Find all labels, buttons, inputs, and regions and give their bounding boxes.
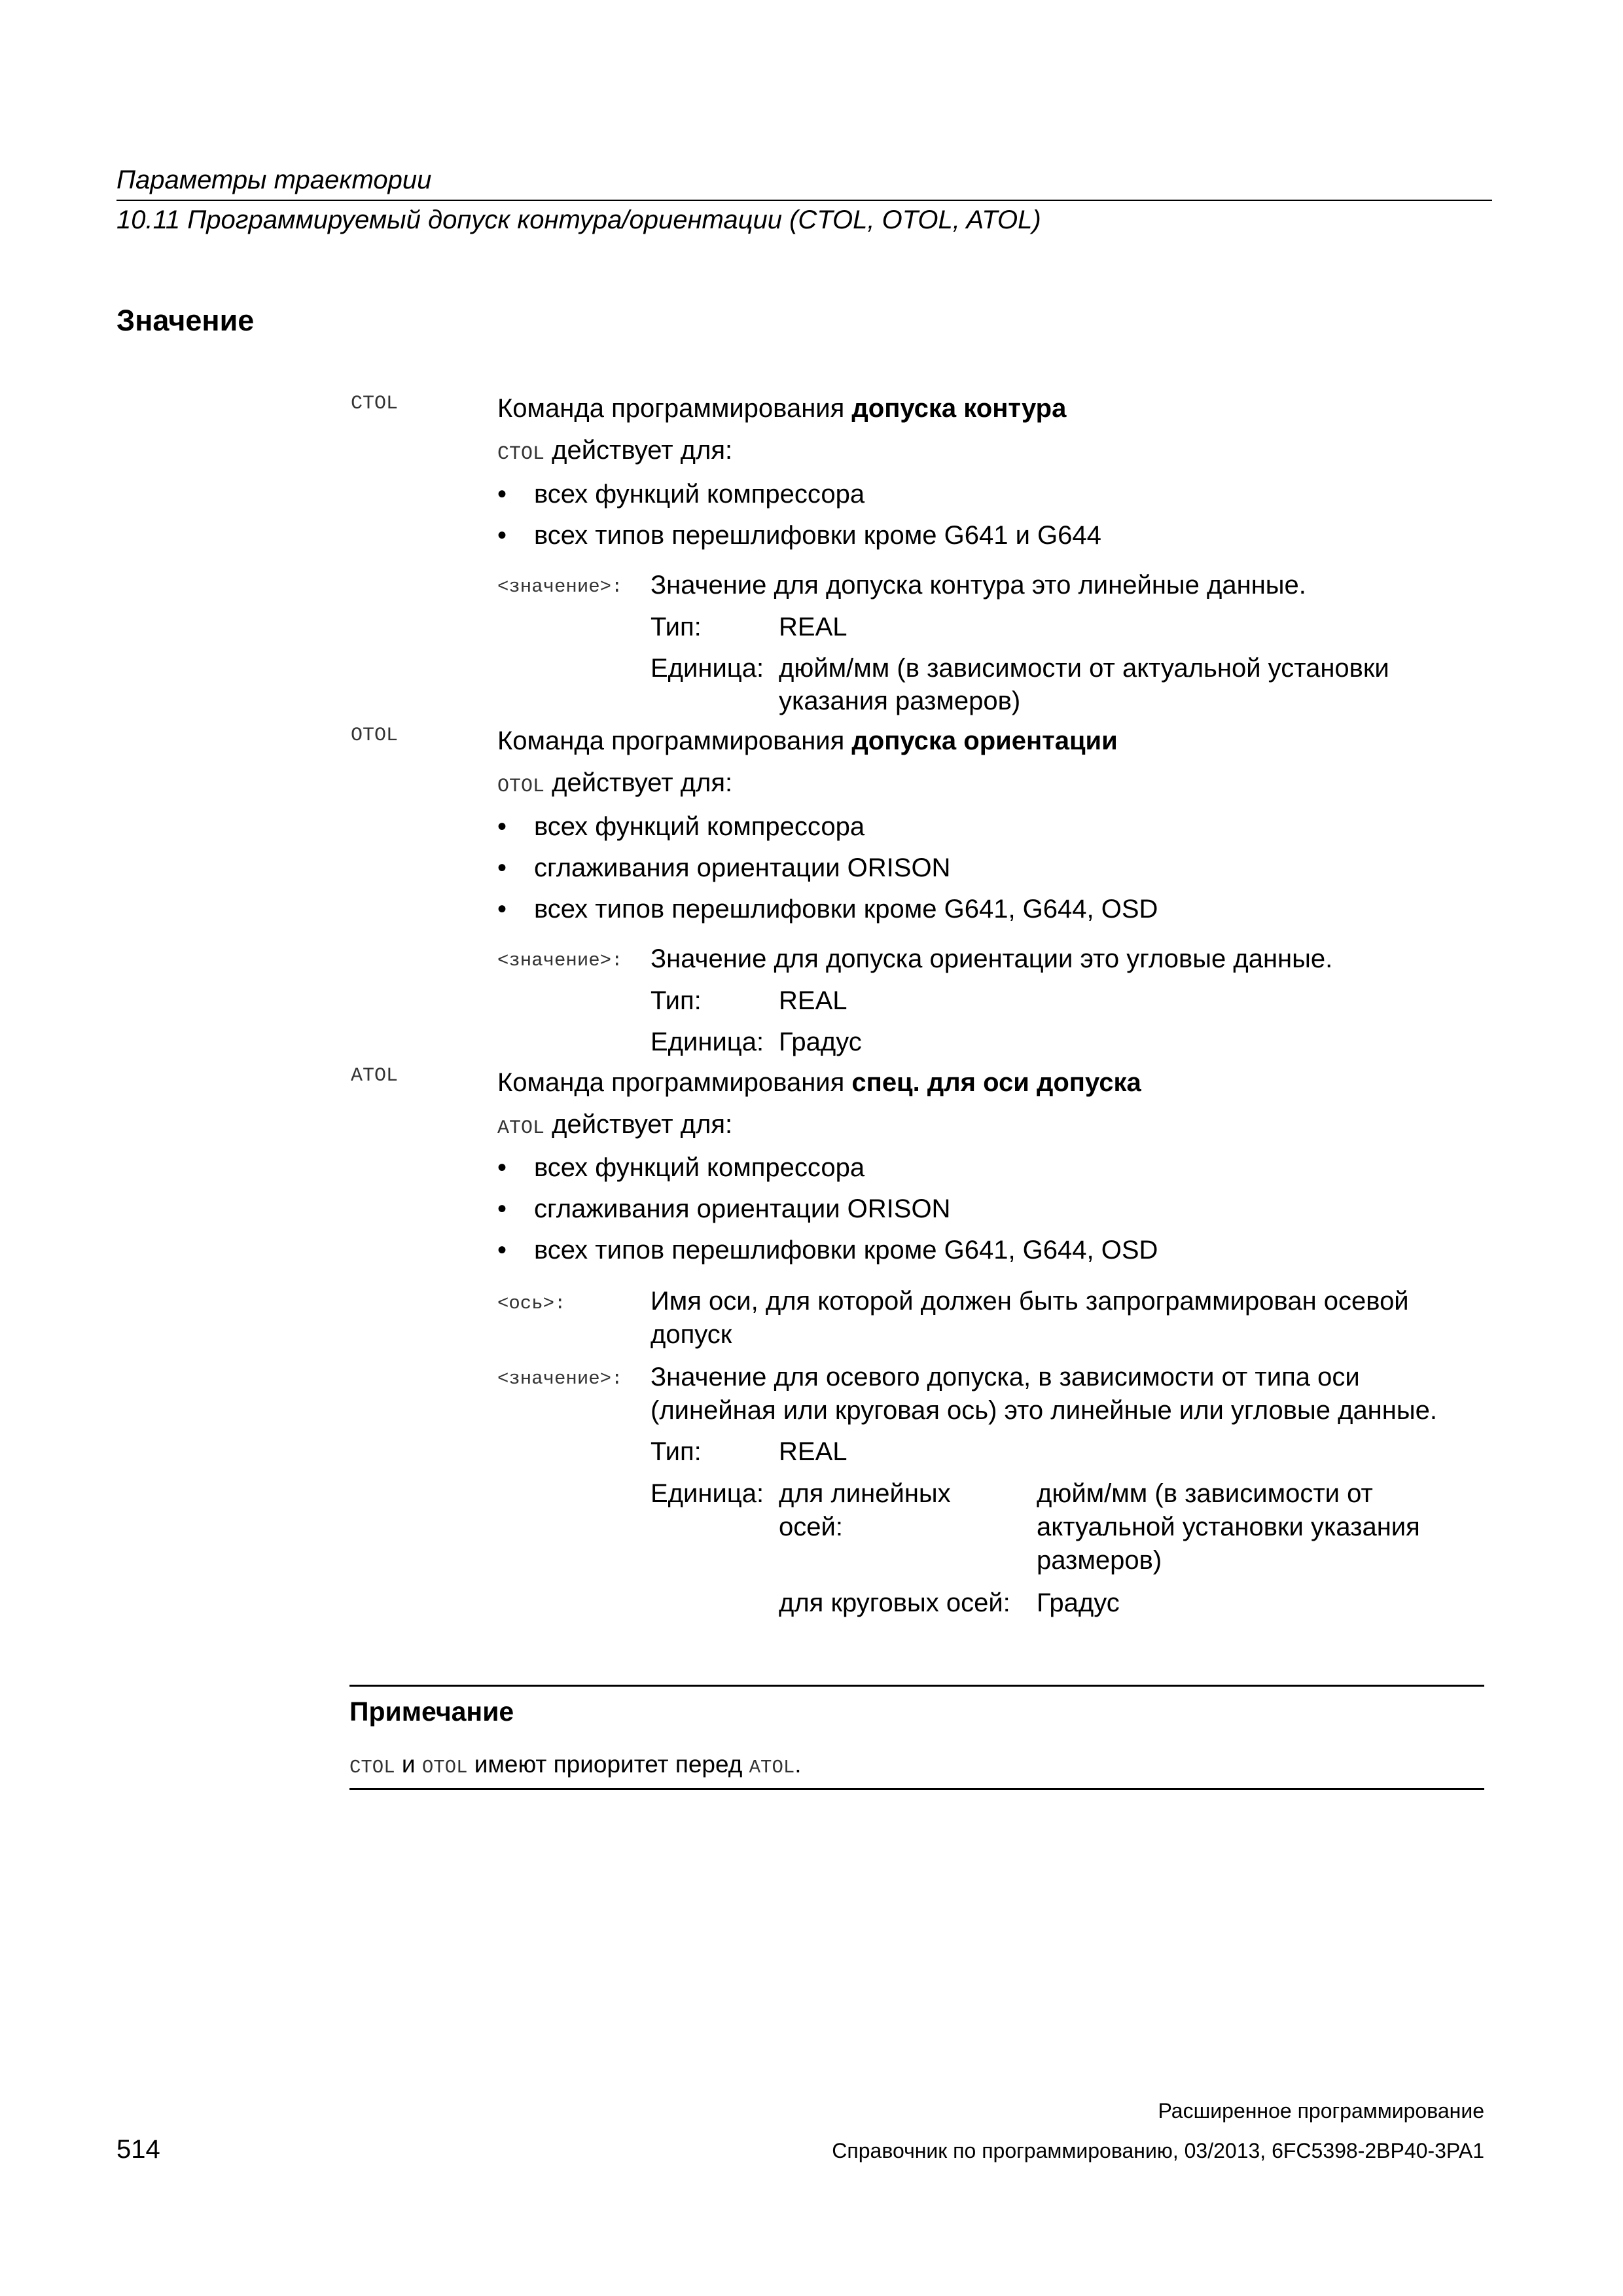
running-header-section: 10.11 Программируемый допуск контура/ориентации (CTOL, OTOL, ATOL) xyxy=(116,206,1041,234)
atol-circular-value: Градус xyxy=(1037,1588,1120,1617)
otol-type-value: REAL xyxy=(779,986,847,1015)
atol-applies-text: действует для: xyxy=(544,1110,733,1139)
otol-applies-keyword: OTOL xyxy=(497,776,545,798)
atol-linear-value-3: размеров) xyxy=(1037,1546,1162,1575)
ctol-applies-keyword: CTOL xyxy=(497,443,545,465)
bullet-icon: • xyxy=(497,812,507,841)
note-bottom-rule xyxy=(349,1788,1484,1790)
running-header-chapter: Параметры траектории xyxy=(116,166,432,194)
bullet-icon: • xyxy=(497,1153,507,1182)
otol-param: <значение>: xyxy=(497,950,623,971)
ctol-command-prefix: Команда программирования xyxy=(497,394,852,423)
otol-applies-text: действует для: xyxy=(544,768,733,797)
note-keyword-ctol: CTOL xyxy=(349,1757,395,1778)
bullet-text: всех функций компрессора xyxy=(534,1153,865,1182)
bullet-text: всех функций компрессора xyxy=(534,812,865,841)
ctol-unit-label: Единица: xyxy=(651,654,764,683)
bullet-icon: • xyxy=(497,1236,507,1265)
ctol-type-value: REAL xyxy=(779,613,847,641)
bullet-icon: • xyxy=(497,853,507,882)
atol-axis-desc-1: Имя оси, для которой должен быть запрограммирован осевой xyxy=(651,1287,1409,1316)
ctol-applies xyxy=(497,436,732,465)
otol-unit-label: Единица: xyxy=(651,1028,764,1056)
note-keyword-atol: ATOL xyxy=(749,1757,795,1778)
atol-command-prefix: Команда программирования xyxy=(497,1068,852,1097)
atol-type-label: Тип: xyxy=(651,1437,702,1466)
note-middle: имеют приоритет перед xyxy=(467,1751,749,1778)
atol-linear-value-2: актуальной установки указания xyxy=(1037,1513,1420,1541)
atol-command-bold: спец. для оси допуска xyxy=(851,1068,1141,1097)
atol-bullet-1 xyxy=(497,1153,865,1183)
bullet-text: всех функций компрессора xyxy=(534,480,865,509)
note-keyword-otol: OTOL xyxy=(421,1757,468,1778)
atol-bullet-2 xyxy=(497,1194,950,1224)
section-title: Значение xyxy=(116,304,255,337)
ctol-bullet-1 xyxy=(497,480,865,509)
note-text xyxy=(349,1751,802,1778)
otol-unit-value: Градус xyxy=(779,1028,862,1056)
ctol-type-label: Тип: xyxy=(651,613,702,641)
atol-linear-label-1: для линейных xyxy=(779,1479,951,1508)
bullet-icon: • xyxy=(497,895,507,924)
atol-type-value: REAL xyxy=(779,1437,847,1466)
atol-param: <значение>: xyxy=(497,1368,623,1390)
atol-linear-label-2: осей: xyxy=(779,1513,843,1541)
header-rule xyxy=(116,200,1492,201)
otol-param-desc: Значение для допуска ориентации это угловые данные. xyxy=(651,944,1333,973)
otol-applies xyxy=(497,768,732,798)
bullet-icon: • xyxy=(497,480,507,509)
ctol-applies-text: действует для: xyxy=(544,436,733,465)
atol-applies xyxy=(497,1110,732,1139)
atol-command xyxy=(497,1068,1141,1098)
atol-axis-desc-2: допуск xyxy=(651,1320,732,1349)
atol-axis-param: <ось>: xyxy=(497,1293,566,1314)
atol-applies-keyword: ATOL xyxy=(497,1117,545,1139)
ctol-keyword: CTOL xyxy=(351,393,399,415)
bullet-text: всех типов перешлифовки кроме G641 и G644 xyxy=(534,521,1101,550)
ctol-command-bold: допуска контура xyxy=(851,394,1067,423)
note-title: Примечание xyxy=(349,1696,514,1727)
ctol-unit-value-1: дюйм/мм (в зависимости от актуальной установки xyxy=(779,654,1389,683)
otol-command xyxy=(497,726,1118,756)
note-top-rule xyxy=(349,1685,1484,1687)
otol-bullet-2 xyxy=(497,853,950,883)
bullet-text: сглаживания ориентации ORISON xyxy=(534,1194,951,1223)
footer-document-info: Справочник по программированию, 03/2013, 6FC5398-2BP40-3PA1 xyxy=(832,2139,1484,2162)
bullet-text: всех типов перешлифовки кроме G641, G644, OSD xyxy=(534,1236,1158,1265)
bullet-icon: • xyxy=(497,1194,507,1223)
ctol-bullet-2 xyxy=(497,521,1101,550)
atol-linear-value-1: дюйм/мм (в зависимости от xyxy=(1037,1479,1373,1508)
otol-command-bold: допуска ориентации xyxy=(851,726,1118,755)
atol-unit-label: Единица: xyxy=(651,1479,764,1508)
otol-keyword: OTOL xyxy=(351,725,399,747)
footer-book-title: Расширенное программирование xyxy=(1158,2099,1484,2123)
note-end: . xyxy=(794,1751,802,1778)
ctol-param: <значение>: xyxy=(497,576,623,598)
note-and: и xyxy=(395,1751,422,1778)
ctol-param-desc: Значение для допуска контура это линейные данные. xyxy=(651,571,1306,600)
atol-bullet-3 xyxy=(497,1236,1158,1265)
page-number: 514 xyxy=(116,2135,160,2164)
otol-command-prefix: Команда программирования xyxy=(497,726,852,755)
otol-type-label: Тип: xyxy=(651,986,702,1015)
atol-keyword: ATOL xyxy=(351,1065,399,1087)
bullet-icon: • xyxy=(497,521,507,550)
atol-circular-label: для круговых осей: xyxy=(779,1588,1010,1617)
bullet-text: сглаживания ориентации ORISON xyxy=(534,853,951,882)
ctol-unit-value-2: указания размеров) xyxy=(779,687,1021,715)
atol-param-desc-1: Значение для осевого допуска, в зависимости от типа оси xyxy=(651,1363,1360,1391)
bullet-text: всех типов перешлифовки кроме G641, G644, OSD xyxy=(534,895,1158,924)
otol-bullet-1 xyxy=(497,812,865,842)
atol-param-desc-2: (линейная или круговая ось) это линейные или угловые данные. xyxy=(651,1396,1437,1425)
otol-bullet-3 xyxy=(497,895,1158,924)
ctol-command xyxy=(497,394,1066,423)
